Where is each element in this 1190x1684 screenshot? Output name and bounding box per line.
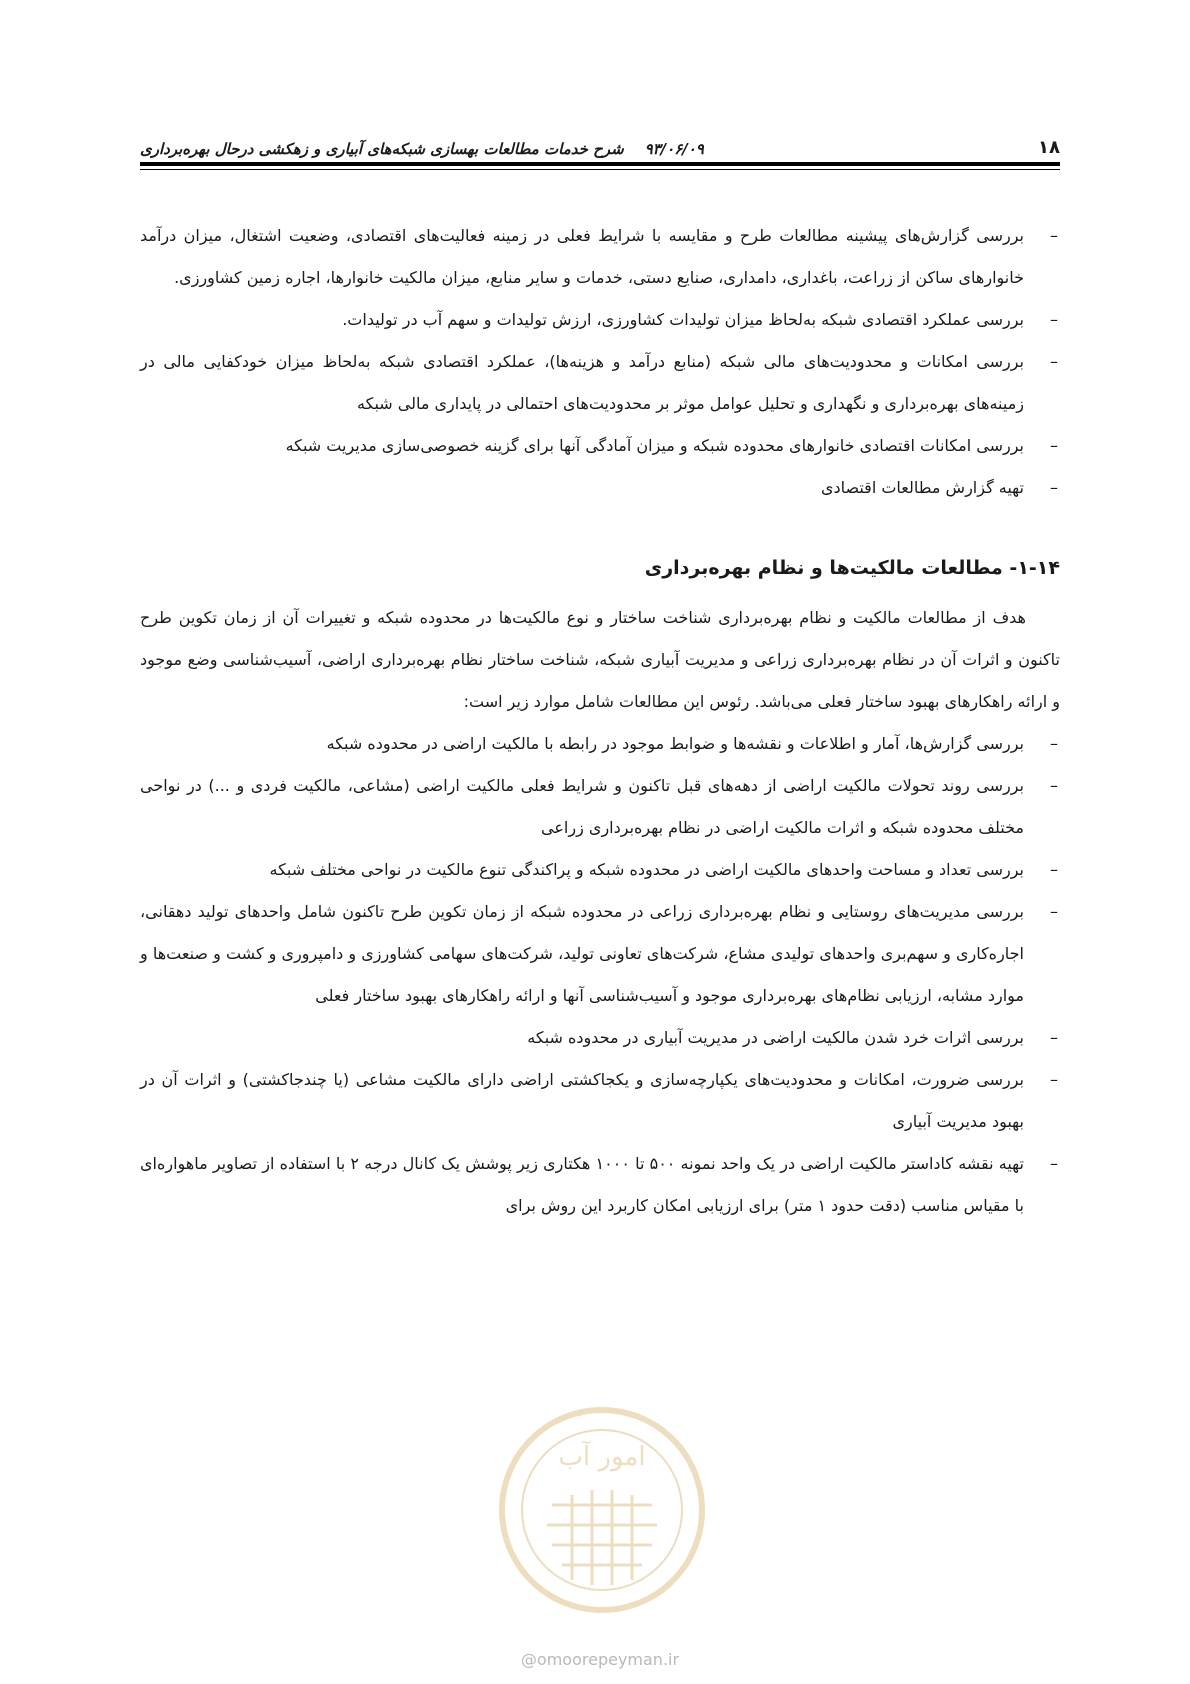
- watermark-logo-icon: [492, 1395, 712, 1625]
- list-item: [140, 1017, 1060, 1059]
- page-content: [140, 215, 1060, 1227]
- list-item-text: بررسی ضرورت، امکانات و محدودیت‌های یکپارچه‌سازی و یکجاکشتی اراضی دارای مالکیت مشاعی (یا چندجاکشتی) و اثرات آن در بهبود مدیریت آبیاری: [140, 1070, 1024, 1131]
- list-item-text: بررسی تعداد و مساحت واحدهای مالکیت اراضی در محدوده شبکه و پراکندگی تنوع مالکیت در نواحی مختلف شبکه: [269, 860, 1024, 879]
- list-item: [140, 723, 1060, 765]
- bullet-dash: –: [1050, 226, 1058, 245]
- list-item: [140, 215, 1060, 299]
- list-item-text: بررسی عملکرد اقتصادی شبکه به‌لحاظ میزان تولیدات کشاورزی، ارزش تولیدات و سهم آب در تولیدات.: [342, 310, 1024, 329]
- watermark-url: @omoorepeyman.ir: [520, 1650, 680, 1669]
- list-item-text: تهیه نقشه کاداستر مالکیت اراضی در یک واحد نمونه ۵۰۰ تا ۱۰۰۰ هکتاری زیر پوشش یک کانال درجه ۲ با استفاده از تصاویر ماهواره‌ای با مقیاس مناسب (دقت حدود ۱ متر) برای ارزیابی امکان کاربرد این روش برای: [140, 1154, 1025, 1215]
- economic-studies-list: [140, 215, 1060, 509]
- bullet-dash: –: [1050, 1070, 1058, 1089]
- list-item: [140, 425, 1060, 467]
- list-item: [140, 849, 1060, 891]
- bullet-dash: –: [1050, 860, 1058, 879]
- bullet-dash: –: [1050, 1028, 1058, 1047]
- list-item-text: بررسی روند تحولات مالکیت اراضی از دهه‌های قبل تاکنون و شرایط فعلی مالکیت اراضی (مشاعی، مالکیت فردی و ...) در نواحی مختلف محدوده شبکه و اثرات مالکیت اراضی در نظام بهره‌برداری زراعی: [140, 776, 1024, 837]
- bullet-dash: –: [1050, 310, 1058, 329]
- bullet-dash: –: [1050, 352, 1058, 371]
- bullet-dash: –: [1050, 734, 1058, 753]
- bullet-dash: –: [1050, 776, 1058, 795]
- page-header: [140, 128, 1060, 158]
- header-title: شرح خدمات مطالعات بهسازی شبکه‌های آبیاری و زهکشی درحال بهره‌برداری: [140, 140, 624, 158]
- bullet-dash: –: [1050, 436, 1058, 455]
- header-rule-thick: [140, 162, 1060, 166]
- list-item-text: تهیه گزارش مطالعات اقتصادی: [820, 478, 1024, 497]
- header-title-group: [140, 140, 704, 158]
- list-item-text: بررسی امکانات و محدودیت‌های مالی شبکه (منابع درآمد و هزینه‌ها)، عملکرد اقتصادی شبکه به‌لحاظ میزان خودکفایی مالی در زمینه‌های بهره‌برداری و نگهداری و تحلیل عوامل موثر بر محدودیت‌های احتمالی در پایداری مالی شبکه: [140, 352, 1024, 413]
- list-item-text: بررسی گزارش‌ها، آمار و اطلاعات و نقشه‌ها و ضوابط موجود در رابطه با مالکیت اراضی در محدوده شبکه: [326, 734, 1024, 753]
- list-item: [140, 341, 1060, 425]
- page-number: ۱۸: [1038, 137, 1060, 158]
- bullet-dash: –: [1050, 478, 1058, 497]
- list-item: [140, 299, 1060, 341]
- list-item-text: بررسی اثرات خرد شدن مالکیت اراضی در مدیریت آبیاری در محدوده شبکه: [527, 1028, 1024, 1047]
- bullet-dash: –: [1050, 902, 1058, 921]
- header-rule-thin: [140, 169, 1060, 170]
- bullet-dash: –: [1050, 1154, 1058, 1173]
- list-item: [140, 891, 1060, 1017]
- list-item: [140, 1143, 1060, 1227]
- watermark-text: امور آب: [558, 1442, 646, 1472]
- list-item-text: بررسی مدیریت‌های روستایی و نظام بهره‌برداری زراعی در محدوده شبکه از زمان تکوین طرح تاکنون شامل واحدهای تولید دهقانی، اجاره‌کاری و سهم‌بری واحدهای تولیدی مشاع، شرکت‌های تعاونی تولید، شرکت‌های سهامی کشاورزی و دامپروری و کشت و صنعت‌ها و موارد مشابه، ارزیابی نظام‌های بهره‌برداری موجود و آسیب‌شناسی آنها و ارائه راهکارهای بهبود ساختار فعلی: [140, 902, 1024, 1005]
- section-paragraph: هدف از مطالعات مالکیت و نظام بهره‌برداری شناخت ساختار و نوع مالکیت‌ها در محدوده شبکه و تغییرات آن از زمان تکوین طرح تاکنون و اثرات آن در نظام بهره‌برداری زراعی و مدیریت آبیاری شبکه، شناخت ساختار نظام بهره‌برداری اراضی، آسیب‌شناسی وضع موجود و ارائه راهکارهای بهبود ساختار فعلی می‌باشد. رئوس این مطالعات شامل موارد زیر است:: [140, 608, 1060, 711]
- list-item-text: بررسی گزارش‌های پیشینه مطالعات طرح و مقایسه با شرایط فعلی در زمینه فعالیت‌های اقتصادی، وضعیت اشتغال، میزان درآمد خانوارهای ساکن از زراعت، باغداری، دامداری، صنایع دستی، خدمات و سایر منابع، میزان مالکیت خانوارها، اجاره زمین کشاورزی.: [140, 226, 1024, 287]
- ownership-studies-list: [140, 723, 1060, 1227]
- list-item: [140, 467, 1060, 509]
- list-item: [140, 1059, 1060, 1143]
- section-heading: ۱-۱۴- مطالعات مالکیت‌ها و نظام بهره‌برداری: [644, 557, 1060, 579]
- header-date: ۹۳/۰۶/۰۹: [644, 140, 704, 158]
- list-item-text: بررسی امکانات اقتصادی خانوارهای محدوده شبکه و میزان آمادگی آنها برای گزینه خصوصی‌سازی مدیریت شبکه: [285, 436, 1024, 455]
- list-item: [140, 765, 1060, 849]
